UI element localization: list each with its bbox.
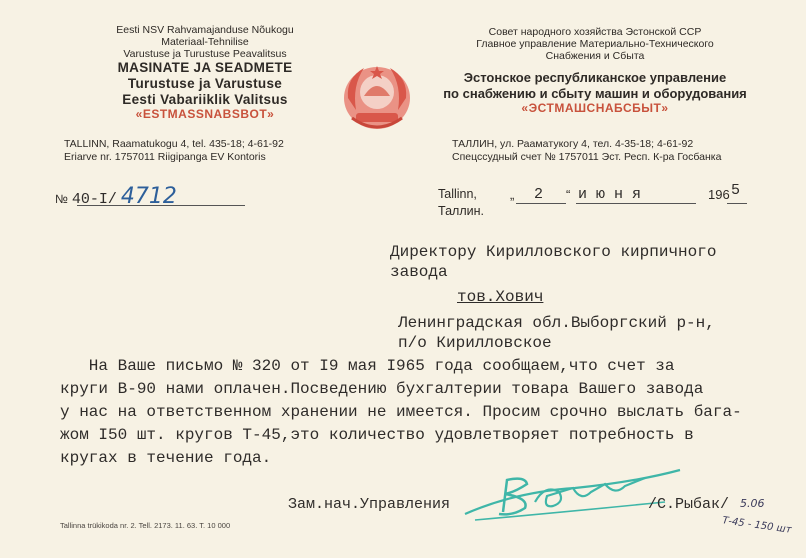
ref-handwritten: 4712: [120, 184, 177, 209]
city-ru: Таллин.: [438, 204, 484, 218]
body-line-2: круги В-90 нами оплачен.Посведению бухгалтерии товара Вашего завода: [60, 380, 704, 398]
recipient-address: [398, 313, 788, 353]
recipient-name: тов.Хович: [457, 288, 544, 306]
date-year-digit: 5: [731, 182, 741, 199]
header-right: [440, 26, 750, 114]
header-left-address: [64, 138, 354, 164]
body-line-3: у нас на ответственном хранении не имеется. Просим срочно выслать бага-: [60, 403, 742, 421]
city-et: Tallinn,: [438, 187, 477, 201]
header-right-title1: Эстонское республиканское управление: [463, 70, 727, 85]
header-right-line2: Главное управление Материально-Технического: [476, 38, 714, 50]
header-right-line1: Совет народного хозяйства Эстонской ССР: [488, 26, 702, 38]
reference-number: [55, 184, 255, 208]
header-left-title1: MASINATE JA SEADMETE: [117, 60, 293, 75]
body-line-1: На Ваше письмо № 320 от I9 мая I965 года сообщаем,что счет за: [60, 357, 675, 375]
date-block: [438, 182, 758, 222]
header-right-address: [452, 138, 782, 164]
header-left-line1: Eesti NSV Rahvamajanduse Nõukogu: [116, 24, 294, 36]
header-left-title3: Eesti Vabariiklik Valitsus: [122, 92, 288, 107]
body-line-5: кругах в течение года.: [60, 449, 272, 467]
header-left-abbr: «ESTMASSNABSBOT»: [135, 107, 275, 121]
header-left-addr2: Eriarve nr. 1757011 Riigipanga EV Kontoris: [64, 151, 266, 163]
recipient-line1: Директору Кирилловского кирпичного: [390, 243, 717, 261]
recipient-addr2: п/о Кирилловское: [398, 334, 552, 352]
date-day: 2: [534, 186, 544, 203]
signature-name: /С.Рыбак/: [648, 496, 730, 513]
header-left-addr1: TALLINN, Raamatukogu 4, tel. 435-18; 4-61-92: [64, 138, 284, 150]
signature-position: Зам.нач.Управления: [288, 496, 451, 513]
recipient-addr1: Ленинградская обл.Выборгский р-н,: [398, 314, 715, 332]
header-right-abbr: «ЭСТМАШСНАБСБЫТ»: [521, 101, 669, 115]
date-month: июня: [578, 186, 651, 203]
header-left-line2: Materiaal-Tehnilise: [161, 36, 249, 48]
header-right-addr2: Спецссудный счет № 1757011 Эст. Респ. К-ра Госбанка: [452, 151, 722, 163]
header-left-title2: Turustuse ja Varustuse: [127, 76, 283, 91]
printer-imprint: Tallinna trükikoda nr. 2. Tell. 2173. 11. 63. T. 10 000: [60, 521, 231, 530]
date-open-quote: „: [510, 187, 515, 202]
letter-body: [60, 355, 800, 470]
date-close-quote: “: [566, 187, 571, 202]
header-left-line3: Varustuse ja Turustuse Peavalitsus: [123, 48, 287, 60]
header-right-line3: Снабжения и Сбыта: [545, 50, 645, 62]
state-emblem-icon: [338, 58, 416, 134]
ref-prefix: №: [55, 192, 68, 206]
header-right-title2: по снабжению и сбыту машин и оборудования: [443, 86, 747, 101]
recipient: [390, 242, 790, 282]
note-date: 5.06: [740, 497, 765, 510]
header-left: [55, 24, 355, 120]
date-year-prefix: 196: [708, 187, 730, 202]
header-right-addr1: ТАЛЛИН, ул. Раамaтукогу 4, тел. 4-35-18; 4-61-92: [452, 138, 694, 150]
recipient-line2: завода: [390, 263, 448, 281]
body-line-4: жом I50 шт. кругов Т-45,это количество удовлетворяет потребность в: [60, 426, 694, 444]
note-text: Т-45 - 150 шт: [721, 515, 793, 536]
ref-typed: 40-I/: [71, 191, 117, 208]
